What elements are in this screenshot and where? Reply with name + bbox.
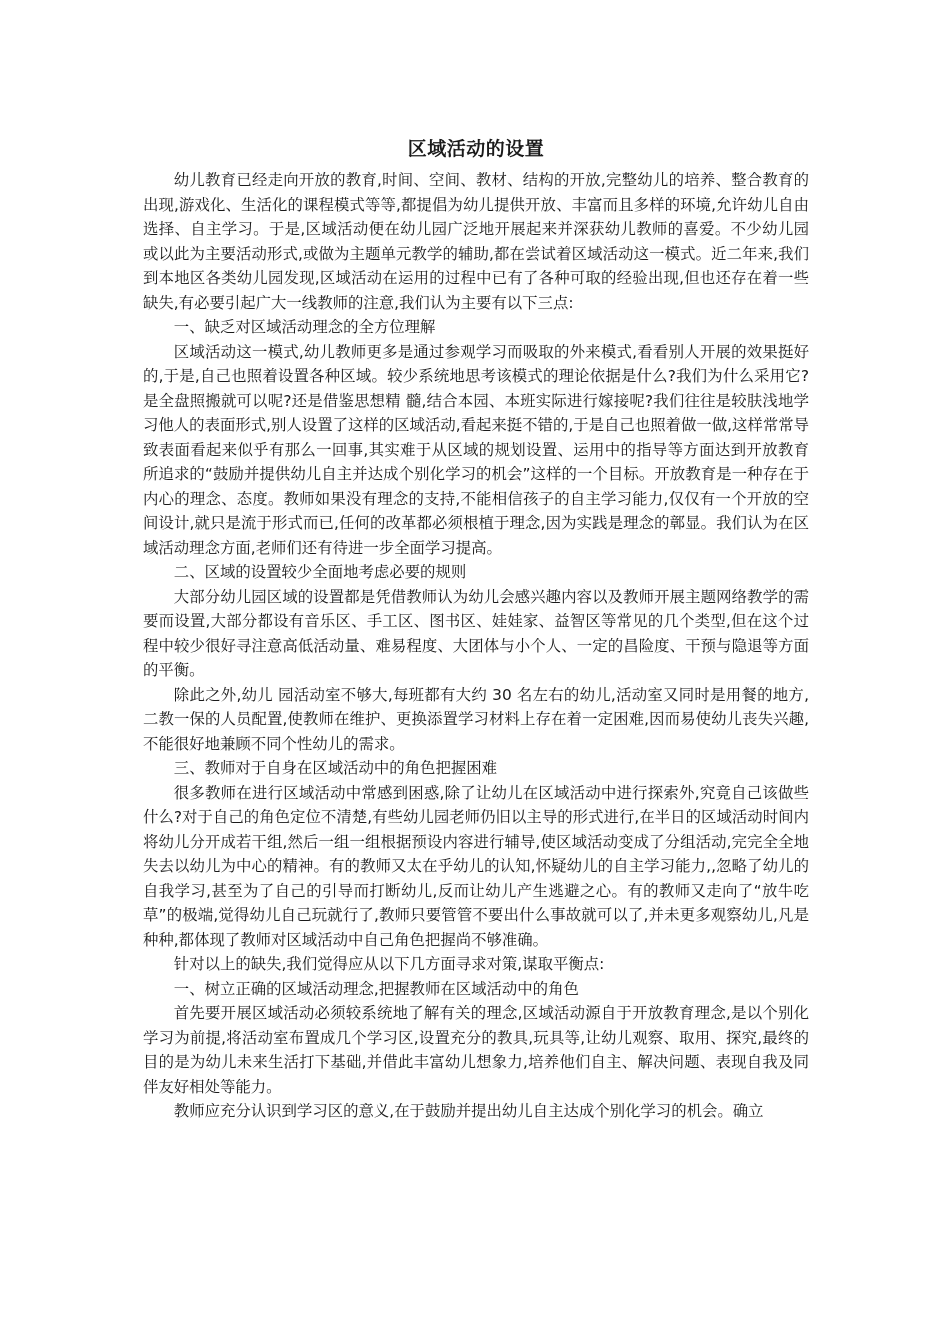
- body-paragraph: 针对以上的缺失,我们觉得应从以下几方面寻求对策,谋取平衡点:: [173, 955, 605, 973]
- body-paragraph: 区域活动这一模式,幼儿教师更多是通过参观学习而吸取的外来模式,看看别人开展的效果挺好的,于是,自己也照着设置各种区域。较少系统地思考该模式的理论依据是什么?我们为什么采用它?是全盘照搬就可以呢?还是借鉴思想精 髓,结合本园、本班实际进行嫁接呢?我们往往是较肤浅地学习他人的表面形式,别人设置了这样的区域活动,看起来挺不错的,于是自己也照着做一做,这样常常导致表面看起来似乎有那么一回事,其实难于从区域的规划设置、运用中的指导等方面达到开放教育所追求的“鼓励并提供幼儿自主并达成个别化学习的机会”这样的一个目标。开放教育是一种存在于内心的理念、态度。教师如果没有理念的支持,不能相信孩子的自主学习能力,仅仅有一个开放的空间设计,就只是流于形式而已,任何的改革都必须根植于理念,因为实践是理念的鄣显。我们认为在区域活动理念方面,老师们还有待进一步全面学习提高。: [143, 342, 809, 557]
- section-heading-1: 一、缺乏对区域活动理念的全方位理解: [173, 318, 436, 336]
- body-paragraph: 除此之外,幼儿 园活动室不够大,每班都有大约 30 名左右的幼儿,活动室又同时是用餐的地方,二教一保的人员配置,使教师在维护、更换添置学习材料上存在着一定困难,因而易使幼儿丧失兴趣,不能很好地兼顾不同个性幼儿的需求。: [143, 685, 809, 753]
- section-heading-2: 二、区域的设置较少全面地考虑必要的规则: [173, 563, 467, 581]
- section-heading-3: 三、教师对于自身在区域活动中的角色把握困难: [173, 759, 498, 777]
- intro-paragraph: 幼儿教育已经走向开放的教育,时间、空间、教材、结构的开放,完整幼儿的培养、整合教育的出现,游戏化、生活化的课程模式等等,都提倡为幼儿提供开放、丰富而且多样的环境,允许幼儿自由选择、自主学习。于是,区域活动便在幼儿园广泛地开展起来并深获幼儿教师的喜爱。不少幼儿园或以此为主要活动形式,或做为主题单元教学的辅助,都在尝试着区域活动这一模式。近二年来,我们到本地区各类幼儿园发现,区域活动在运用的过程中已有了各种可取的经验出现,但也还存在着一些缺失,有必要引起广大一线教师的注意,我们认为主要有以下三点:: [143, 171, 809, 312]
- section-heading-4: 一、树立正确的区域活动理念,把握教师在区域活动中的角色: [173, 979, 579, 998]
- document-title: 区域活动的设置: [407, 138, 545, 160]
- body-paragraph: 很多教师在进行区域活动中常感到困惑,除了让幼儿在区域活动中进行探索外,究竟自己该做些什么?对于自己的角色定位不清楚,有些幼儿园老师仍旧以主导的形式进行,在半日的区域活动时间内将幼儿分开成若干组,然后一组一组根据预设内容进行辅导,使区域活动变成了分组活动,完完全全地失去以幼儿为中心的精神。有的教师又太在乎幼儿的认知,怀疑幼儿的自主学习能力,,忽略了幼儿的自我学习,甚至为了自己的引导而打断幼儿,反而让幼儿产生逃避之心。有的教师又走向了“放牛吃草”的极端,觉得幼儿自己玩就行了,教师只要管管不要出什么事故就可以了,并未更多观察幼儿,凡是种种,都体现了教师对区域活动中自己角色把握尚不够准确。: [143, 783, 809, 949]
- body-paragraph: 大部分幼儿园区域的设置都是凭借教师认为幼儿会感兴趣内容以及教师开展主题网络教学的需要而设置,大部分都设有音乐区、手工区、图书区、娃娃家、益智区等常见的几个类型,但在这个过程中较少很好寻注意高低活动量、难易程度、大团体与小个人、一定的昌险度、干预与隐退等方面的平衡。: [143, 587, 809, 679]
- body-paragraph: 首先要开展区域活动必须较系统地了解有关的理念,区域活动源自于开放教育理念,是以个别化学习为前提,将活动室布置成几个学习区,设置充分的教具,玩具等,让幼儿观察、取用、探究,最终的目的是为幼儿未来生活打下基础,并借此丰富幼儿想象力,培养他们自主、解决问题、表现自我及同伴友好相处等能力。: [143, 1004, 809, 1096]
- document-page: [143, 134, 809, 1124]
- body-paragraph: 教师应充分认识到学习区的意义,在于鼓励并提出幼儿自主达成个别化学习的机会。确立: [173, 1102, 764, 1120]
